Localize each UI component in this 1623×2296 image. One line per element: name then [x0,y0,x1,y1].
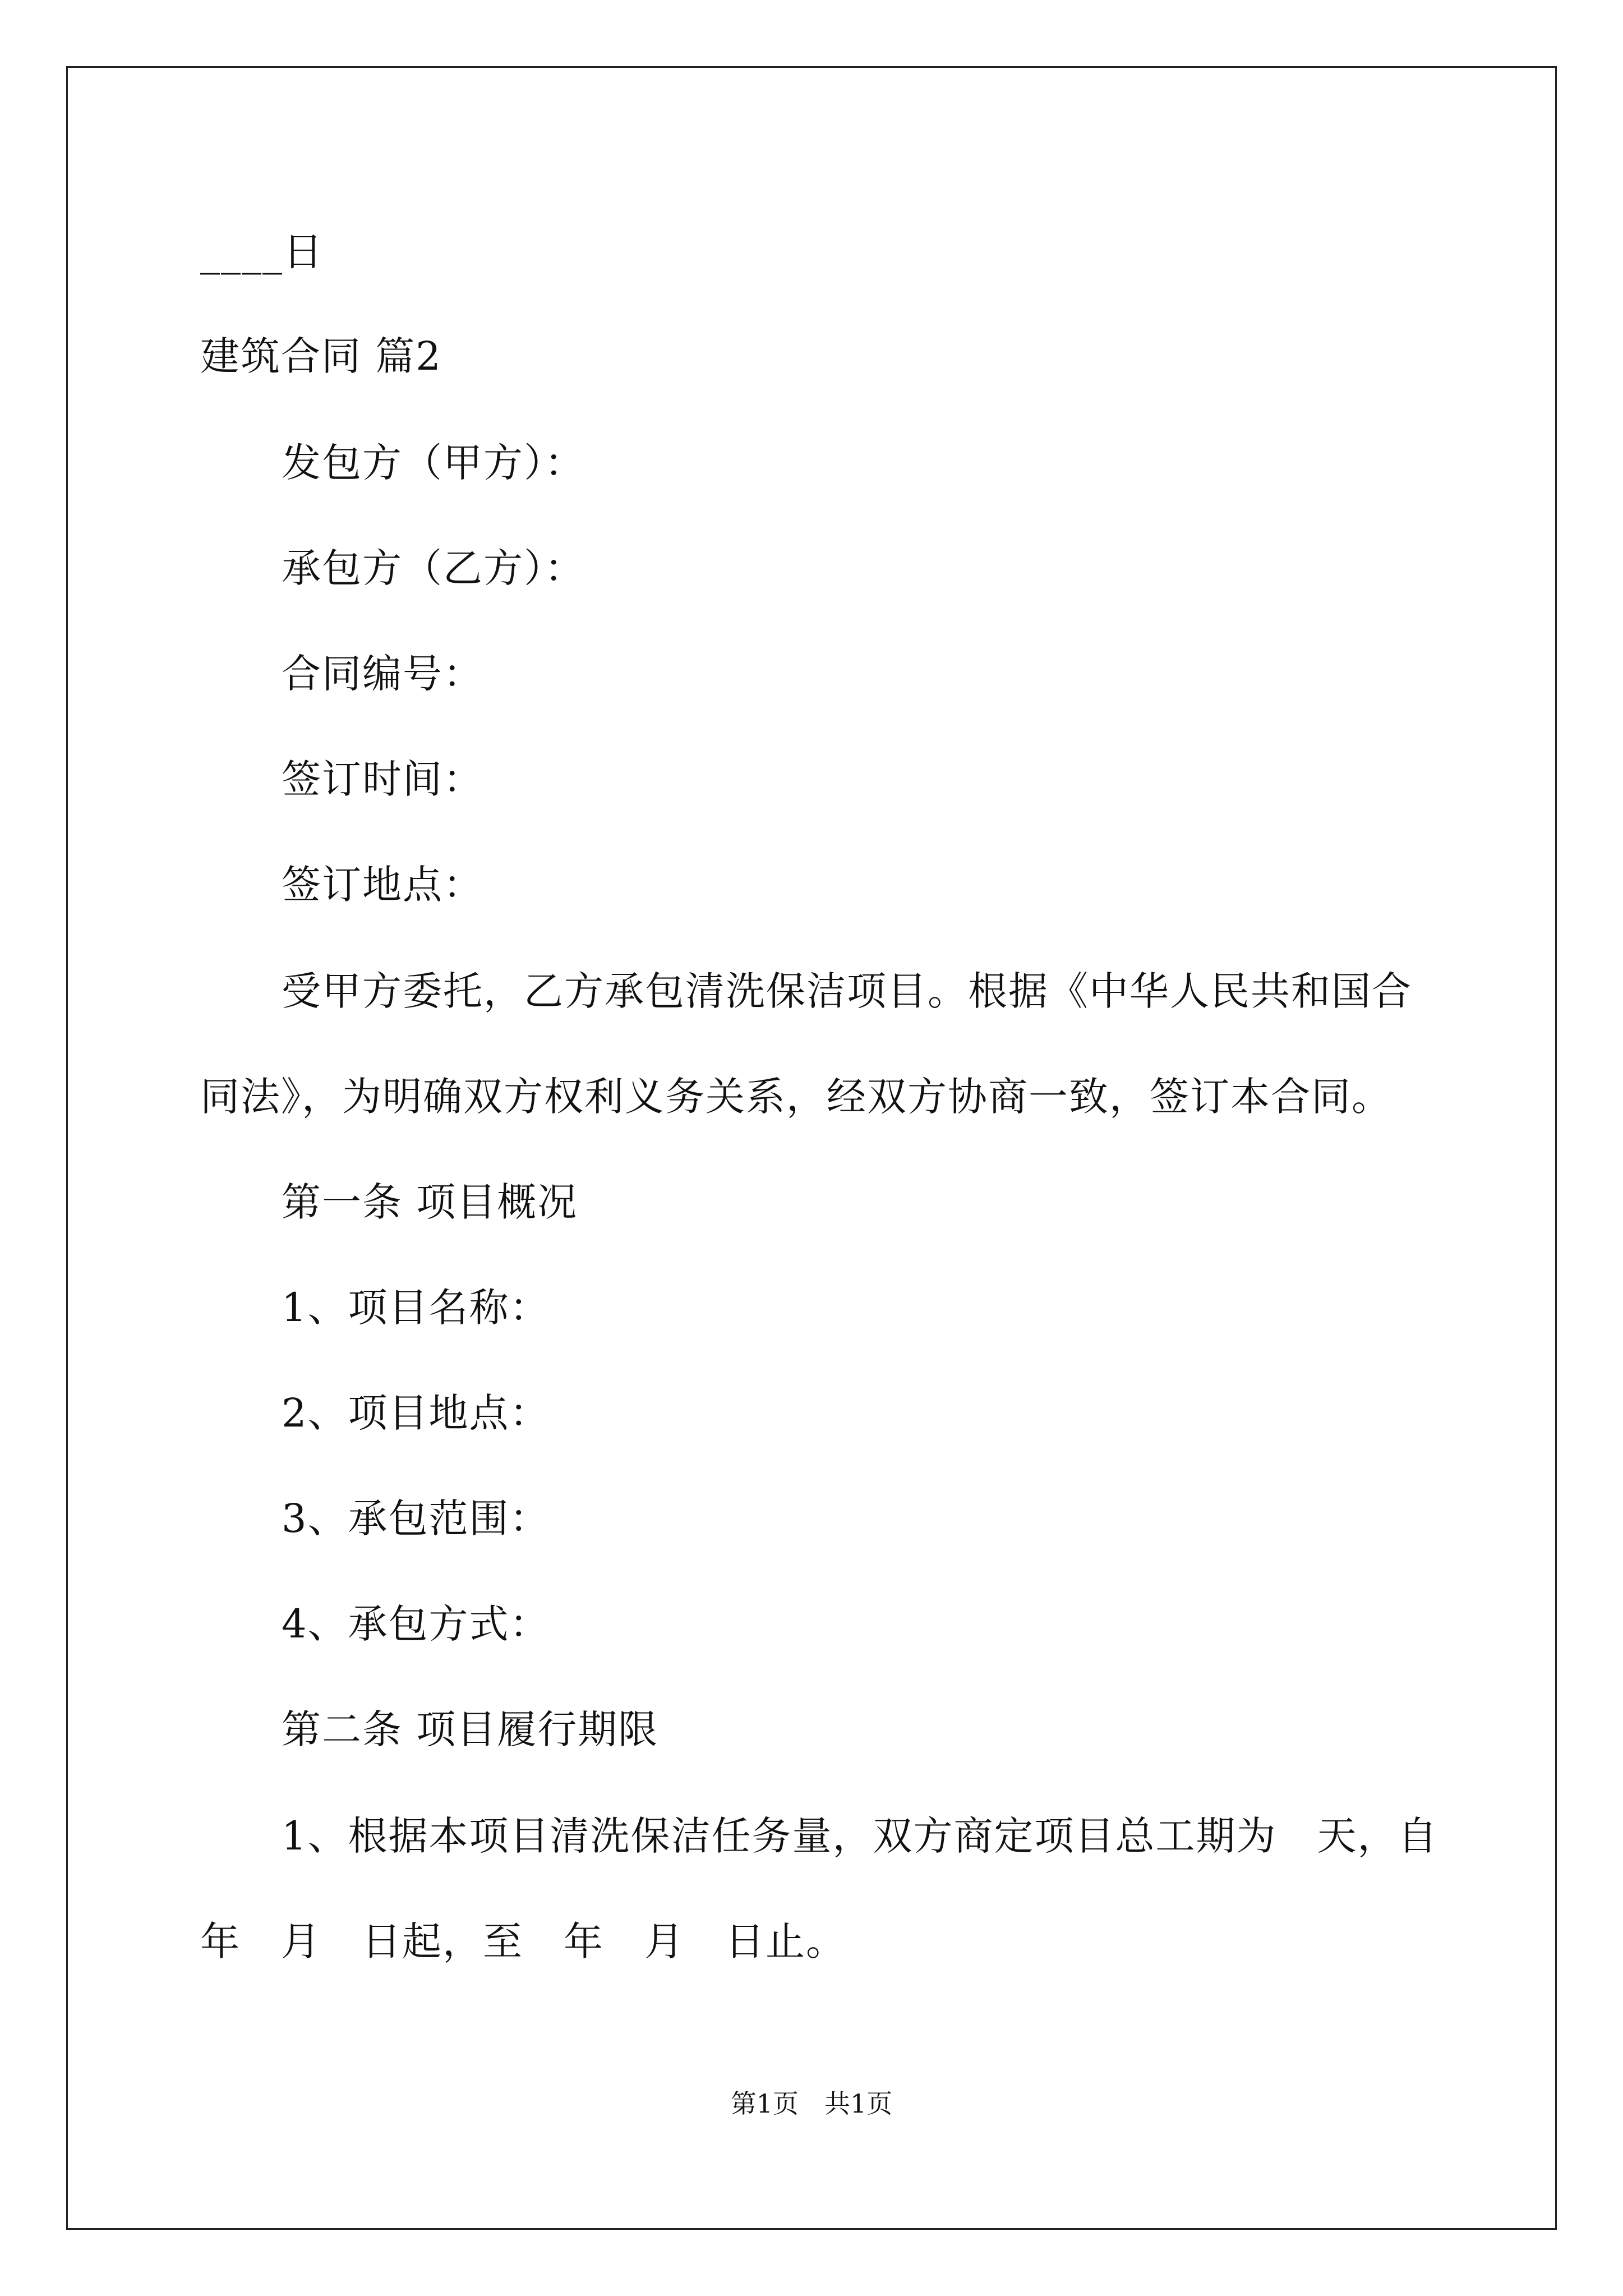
signing-time-line: 签订时间： [282,756,483,802]
project-location-line: 2、项目地点： [282,1390,550,1436]
contract-scope-line: 3、承包范围： [282,1496,550,1542]
page-frame [66,66,1557,2230]
party-b-line: 承包方（乙方）： [282,545,585,591]
section-title: 建筑合同 篇2 [200,333,442,379]
project-name-line: 1、项目名称： [282,1285,550,1331]
preamble-line-1: 受甲方委托，乙方承包清洗保洁项目。根据《中华人民共和国合 [282,968,1412,1014]
term-line-1: 1、根据本项目清洗保洁任务量，双方商定项目总工期为 天，自 [282,1813,1438,1859]
signing-place-line: 签订地点： [282,862,483,908]
page-number-footer: 第1页 共1页 [730,2088,893,2119]
party-a-line: 发包方（甲方）： [282,440,585,486]
term-line-2: 年 月 日起，至 年 月 日止。 [200,1918,846,1964]
contract-method-line: 4、承包方式： [282,1601,550,1647]
preamble-line-2: 同法》，为明确双方权利义务关系，经双方协商一致，签订本合同。 [200,1074,1392,1120]
article-2-heading: 第二条 项目履行期限 [282,1706,659,1752]
date-day-line: ____日 [200,229,324,275]
contract-number-line: 合同编号： [282,651,483,697]
article-1-heading: 第一条 项目概况 [282,1179,578,1225]
